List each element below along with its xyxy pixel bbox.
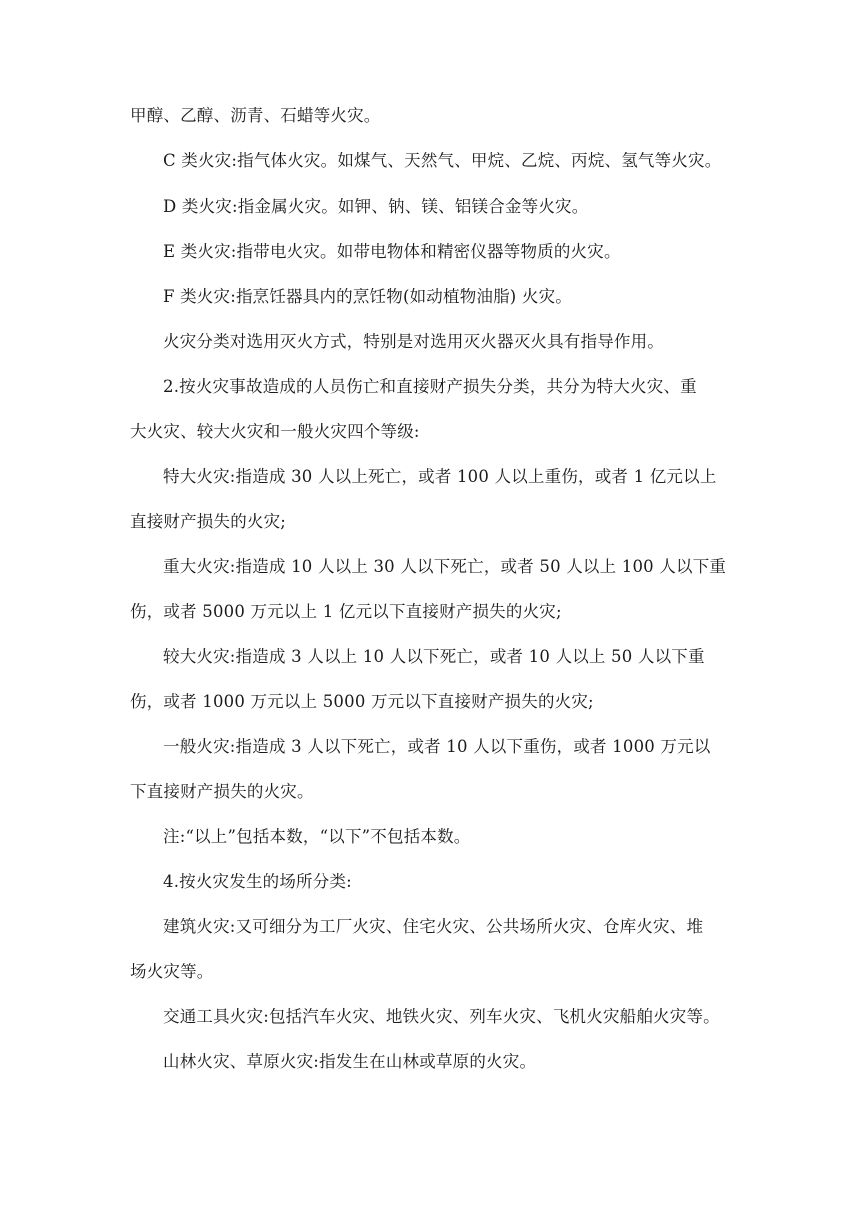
text-line: 特大火灾:指造成 30 人以上死亡，或者 100 人以上重伤，或者 1 亿元以上 bbox=[163, 467, 717, 486]
text-line: D 类火灾:指金属火灾。如钾、钠、镁、铝镁合金等火灾。 bbox=[163, 197, 589, 216]
text-line: 重大火灾:指造成 10 人以上 30 人以下死亡，或者 50 人以上 100 人以下重 bbox=[163, 557, 727, 576]
text-line: 伤，或者 1000 万元以上 5000 万元以下直接财产损失的火灾; bbox=[130, 692, 594, 711]
text-line: 注:“以上”包括本数，“以下”不包括本数。 bbox=[163, 827, 471, 846]
text-line: 较大火灾:指造成 3 人以上 10 人以下死亡，或者 10 人以上 50 人以下重 bbox=[163, 647, 705, 666]
text-line: 大火灾、较大火灾和一般火灾四个等级: bbox=[130, 422, 420, 441]
text-line: 2.按火灾事故造成的人员伤亡和直接财产损失分类，共分为特大火灾、重 bbox=[163, 377, 697, 396]
text-line: 火灾分类对选用灭火方式，特别是对选用灭火器灭火具有指导作用。 bbox=[163, 332, 664, 351]
text-line: 场火灾等。 bbox=[130, 962, 214, 981]
text-line: 甲醇、乙醇、沥青、石蜡等火灾。 bbox=[130, 106, 381, 125]
text-line: 山林火灾、草原火灾:指发生在山林或草原的火灾。 bbox=[163, 1052, 537, 1071]
text-line: 交通工具火灾:包括汽车火灾、地铁火灾、列车火灾、飞机火灾船舶火灾等。 bbox=[163, 1007, 720, 1026]
text-line: 建筑火灾:又可细分为工厂火灾、住宅火灾、公共场所火灾、仓库火灾、堆 bbox=[163, 917, 704, 936]
text-line: C 类火灾:指气体火灾。如煤气、天然气、甲烷、乙烷、丙烷、氢气等火灾。 bbox=[163, 151, 722, 170]
text-line: 下直接财产损失的火灾。 bbox=[130, 782, 314, 801]
text-line: F 类火灾:指烹饪器具内的烹饪物(如动植物油脂) 火灾。 bbox=[163, 287, 572, 306]
text-line: 伤，或者 5000 万元以上 1 亿元以下直接财产损失的火灾; bbox=[130, 602, 562, 621]
text-line: 一般火灾:指造成 3 人以下死亡，或者 10 人以下重伤，或者 1000 万元以 bbox=[163, 737, 711, 756]
text-line: 直接财产损失的火灾; bbox=[130, 512, 287, 531]
text-line: 4.按火灾发生的场所分类: bbox=[163, 872, 352, 891]
text-line: E 类火灾:指带电火灾。如带电物体和精密仪器等物质的火灾。 bbox=[163, 242, 621, 261]
